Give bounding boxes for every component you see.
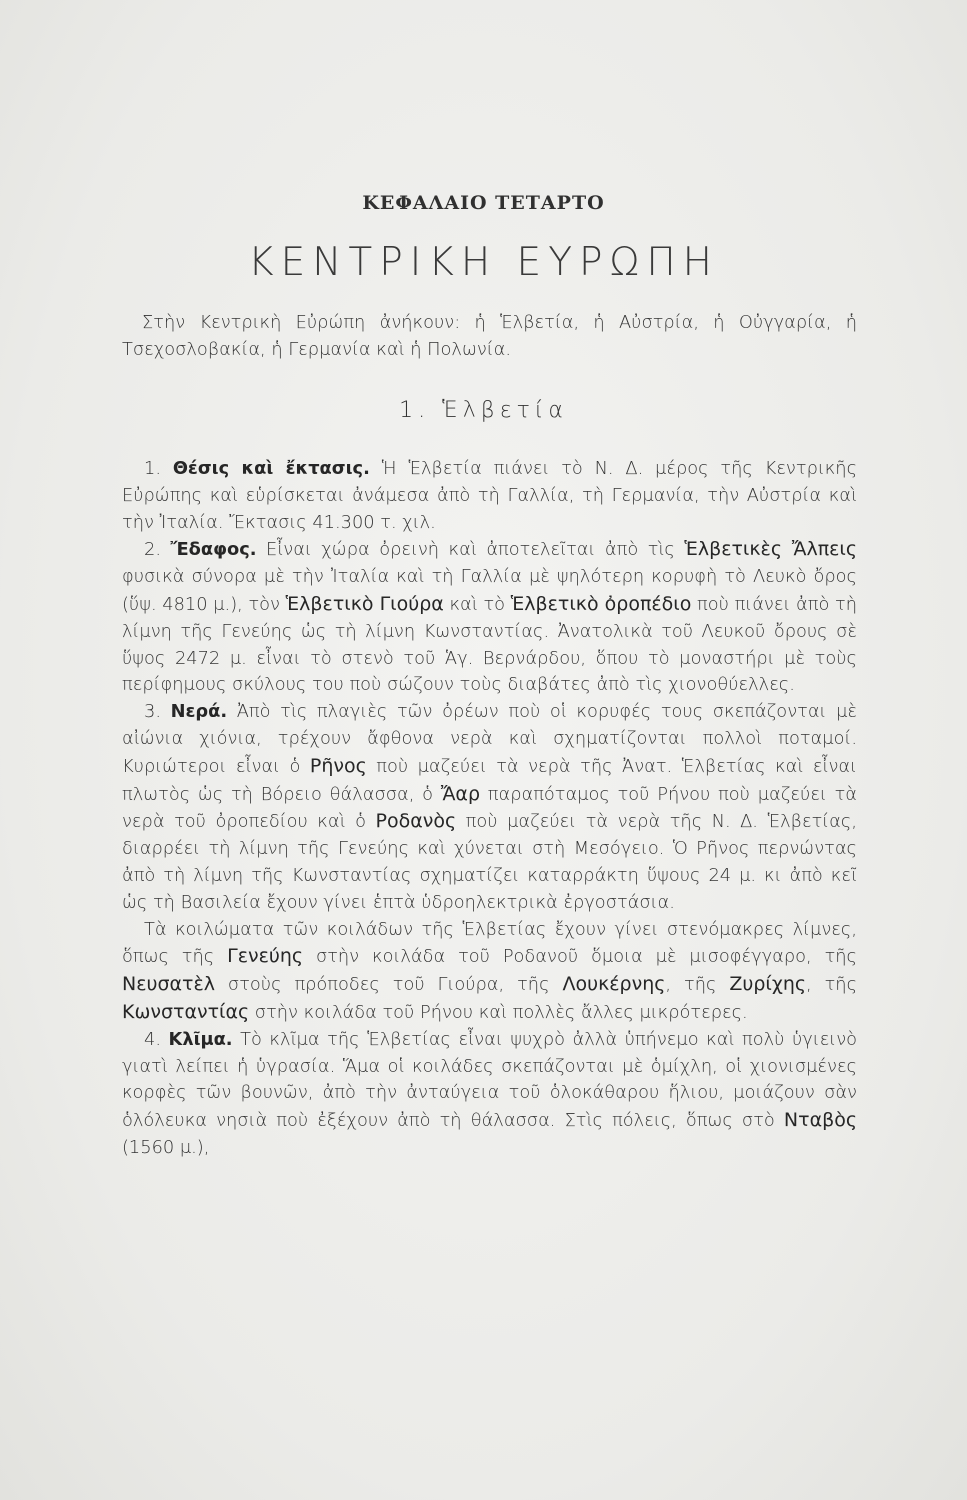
paragraph-heading: Ἔδαφος.: [170, 539, 257, 561]
section-heading: 1. Ἑλβετία: [399, 398, 568, 423]
chapter-title: ΚΕΝΤΡΙΚΗ ΕΥΡΩΠΗ: [248, 240, 719, 285]
body-paragraph: [122, 536, 857, 699]
paragraph-text: παραπόταμος τοῦ Ρήνου ποὺ μαζεύει τὰ νερὰ τοῦ ὀροπεδίου καὶ ὁ: [122, 783, 857, 833]
emphasized-term: Ἑλβετικὸ ὀροπέδιο: [510, 592, 692, 615]
paragraph-text: στὴν κοιλάδα τοῦ Ροδανοῦ ὅμοια μὲ μισοφέγγαρο, τῆς: [303, 946, 857, 968]
section-body: [122, 456, 857, 1162]
emphasized-term: Ἑλβετικὲς Ἄλπεις: [684, 538, 857, 561]
paragraph-heading: Νερά.: [170, 701, 228, 723]
paragraph-number: 4.: [144, 1028, 169, 1050]
emphasized-term: Γενεύης: [227, 945, 304, 968]
emphasized-term: Ἄαρ: [440, 782, 481, 805]
paragraph-number: 1.: [144, 458, 173, 479]
paragraph-text: Ἡ Ἑλβετία πιάνει τὸ Ν. Δ. μέρος τῆς Κεντρικῆς Εὐρώπης καὶ εὑρίσκεται ἀνάμεσα ἀπὸ τὴ Γαλλία, τὴ Γερμανία, τὴν Αὐστρία καὶ τὴν Ἰταλία. Ἔκτασις 41.300 τ. χιλ.: [122, 458, 858, 533]
paragraph-text: φυσικὰ σύνορα μὲ τὴν Ἰταλία καὶ τὴ Γαλλία μὲ ψηλότερη κορυφὴ τὸ Λευκὸ ὄρος (ὕψ. 4810 μ.), τὸν: [122, 566, 857, 615]
emphasized-term: Λουκέρνης: [562, 973, 666, 996]
emphasized-term: Κωνσταντίας: [122, 1000, 250, 1023]
intro-paragraph: Στὴν Κεντρικὴ Εὐρώπη ἀνήκουν: ἡ Ἑλβετία, ἡ Αὐστρία, ἡ Οὐγγαρία, ἡ Τσεχοσλοβακία, ἡ Γερμανία καὶ ἡ Πολωνία.: [122, 312, 857, 360]
paragraph-text: Εἶναι χώρα ὀρεινὴ καὶ ἀποτελεῖται ἀπὸ τὶς: [256, 539, 685, 561]
emphasized-term: Ροδανὸς: [375, 810, 457, 833]
paragraph-text: στοὺς πρόποδες τοῦ Γιούρα, τῆς: [215, 974, 563, 996]
paragraph-text: , τῆς: [806, 974, 858, 996]
emphasized-term: Νταβὸς: [783, 1109, 857, 1132]
paragraph-heading: Κλῖμα.: [168, 1028, 233, 1050]
body-paragraph: [122, 699, 857, 916]
paragraph-text: στὴν κοιλάδα τοῦ Ρήνου καὶ πολλὲς ἄλλες μικρότερες.: [249, 1001, 748, 1023]
paragraph-number: 2.: [144, 539, 171, 561]
emphasized-term: Ζυρίχης: [729, 973, 807, 996]
paragraph-text: Ἀπὸ τὶς πλαγιὲς τῶν ὀρέων ποὺ οἱ κορυφές τους σκεπάζονται μὲ αἰώνια χιόνια, τρέχουν ἄφθονα νερὰ καὶ σχηματίζονται πολλοὶ ποταμοί. Κυριώτεροι εἶναι ὁ: [122, 701, 857, 777]
body-paragraph: [122, 917, 857, 1027]
emphasized-term: Νευσατὲλ: [122, 973, 215, 996]
emphasized-term: Ἑλβετικὸ Γιούρα: [285, 592, 444, 615]
paragraph-heading: Θέσις καὶ ἔκτασις.: [172, 458, 370, 479]
paragraph-text: ποὺ πιάνει ἀπὸ τὴ λίμνη τῆς Γενεύης ὡς τὴ λίμνη Κωνσταντίας. Ἀνατολικὰ τοῦ Λευκοῦ ὄρους σὲ ὕψος 2472 μ. εἶναι τὸ στενὸ τοῦ Ἁγ. Βερνάρδου, ὅπου τὸ μοναστήρι μὲ τοὺς περίφημους σκύλους του ποὺ σώζουν τοὺς διαβάτες ἀπὸ τὶς χιονοθύελλες.: [122, 593, 857, 696]
paragraph-text: ποὺ μαζεύει τὰ νερὰ τῆς Ἀνατ. Ἑλβετίας καὶ εἶναι πλωτὸς ὡς τὴ Βόρειο θάλασσα, ὁ: [122, 755, 857, 805]
paragraph-text: , τῆς: [665, 974, 730, 996]
emphasized-term: Ρῆνος: [309, 754, 367, 777]
paragraph-text: Τὸ κλῖμα τῆς Ἑλβετίας εἶναι ψυχρὸ ἀλλὰ ὑπήνεμο καὶ πολὺ ὑγιεινὸ γιατὶ λείπει ἡ ὑγρασία. Ἅμα οἱ κοιλάδες σκεπάζονται μὲ ὁμίχλη, οἱ χιονισμένες κορφὲς τῶν βουνῶν, ἀπὸ τὴν ἀνταύγεια τοῦ ὁλοκάθαρου ἥλιου, μοιάζουν σὰν ὁλόλευκα νησιὰ ποὺ ἐξέχουν ἀπὸ τὴ θάλασσα. Στὶς πόλεις, ὅπως στὸ: [122, 1028, 857, 1132]
paragraph-text: Τὰ κοιλώματα τῶν κοιλάδων τῆς Ἑλβετίας ἔχουν γίνει στενόμακρες λίμνες, ὅπως τῆς: [122, 918, 857, 968]
body-paragraph: [122, 456, 857, 536]
chapter-label: ΚΕΦΑΛΑΙΟ ΤΕΤΑΡΤΟ: [362, 192, 605, 214]
paragraph-text: ποὺ μαζεύει τὰ νερὰ τῆς Ν. Δ. Ἑλβετίας, διαρρέει τὴ λίμνη τῆς Γενεύης καὶ χύνεται στὴ Μεσόγειο. Ὁ Ρῆνος περνώντας ἀπὸ τὴ λίμνη τῆς Κωνσταντίας σχηματίζει καταρράκτη ὕψους 24 μ. κι ἀπὸ κεῖ ὡς τὴ Βασιλεία ἔχουν γίνει ἑπτὰ ὑδροηλεκτρικὰ ἐργοστάσια.: [122, 811, 857, 913]
paragraph-number: 3.: [144, 701, 171, 723]
paragraph-text: καὶ τὸ: [443, 593, 511, 615]
body-paragraph: [122, 1027, 857, 1162]
paragraph-text: (1560 μ.),: [122, 1136, 210, 1158]
